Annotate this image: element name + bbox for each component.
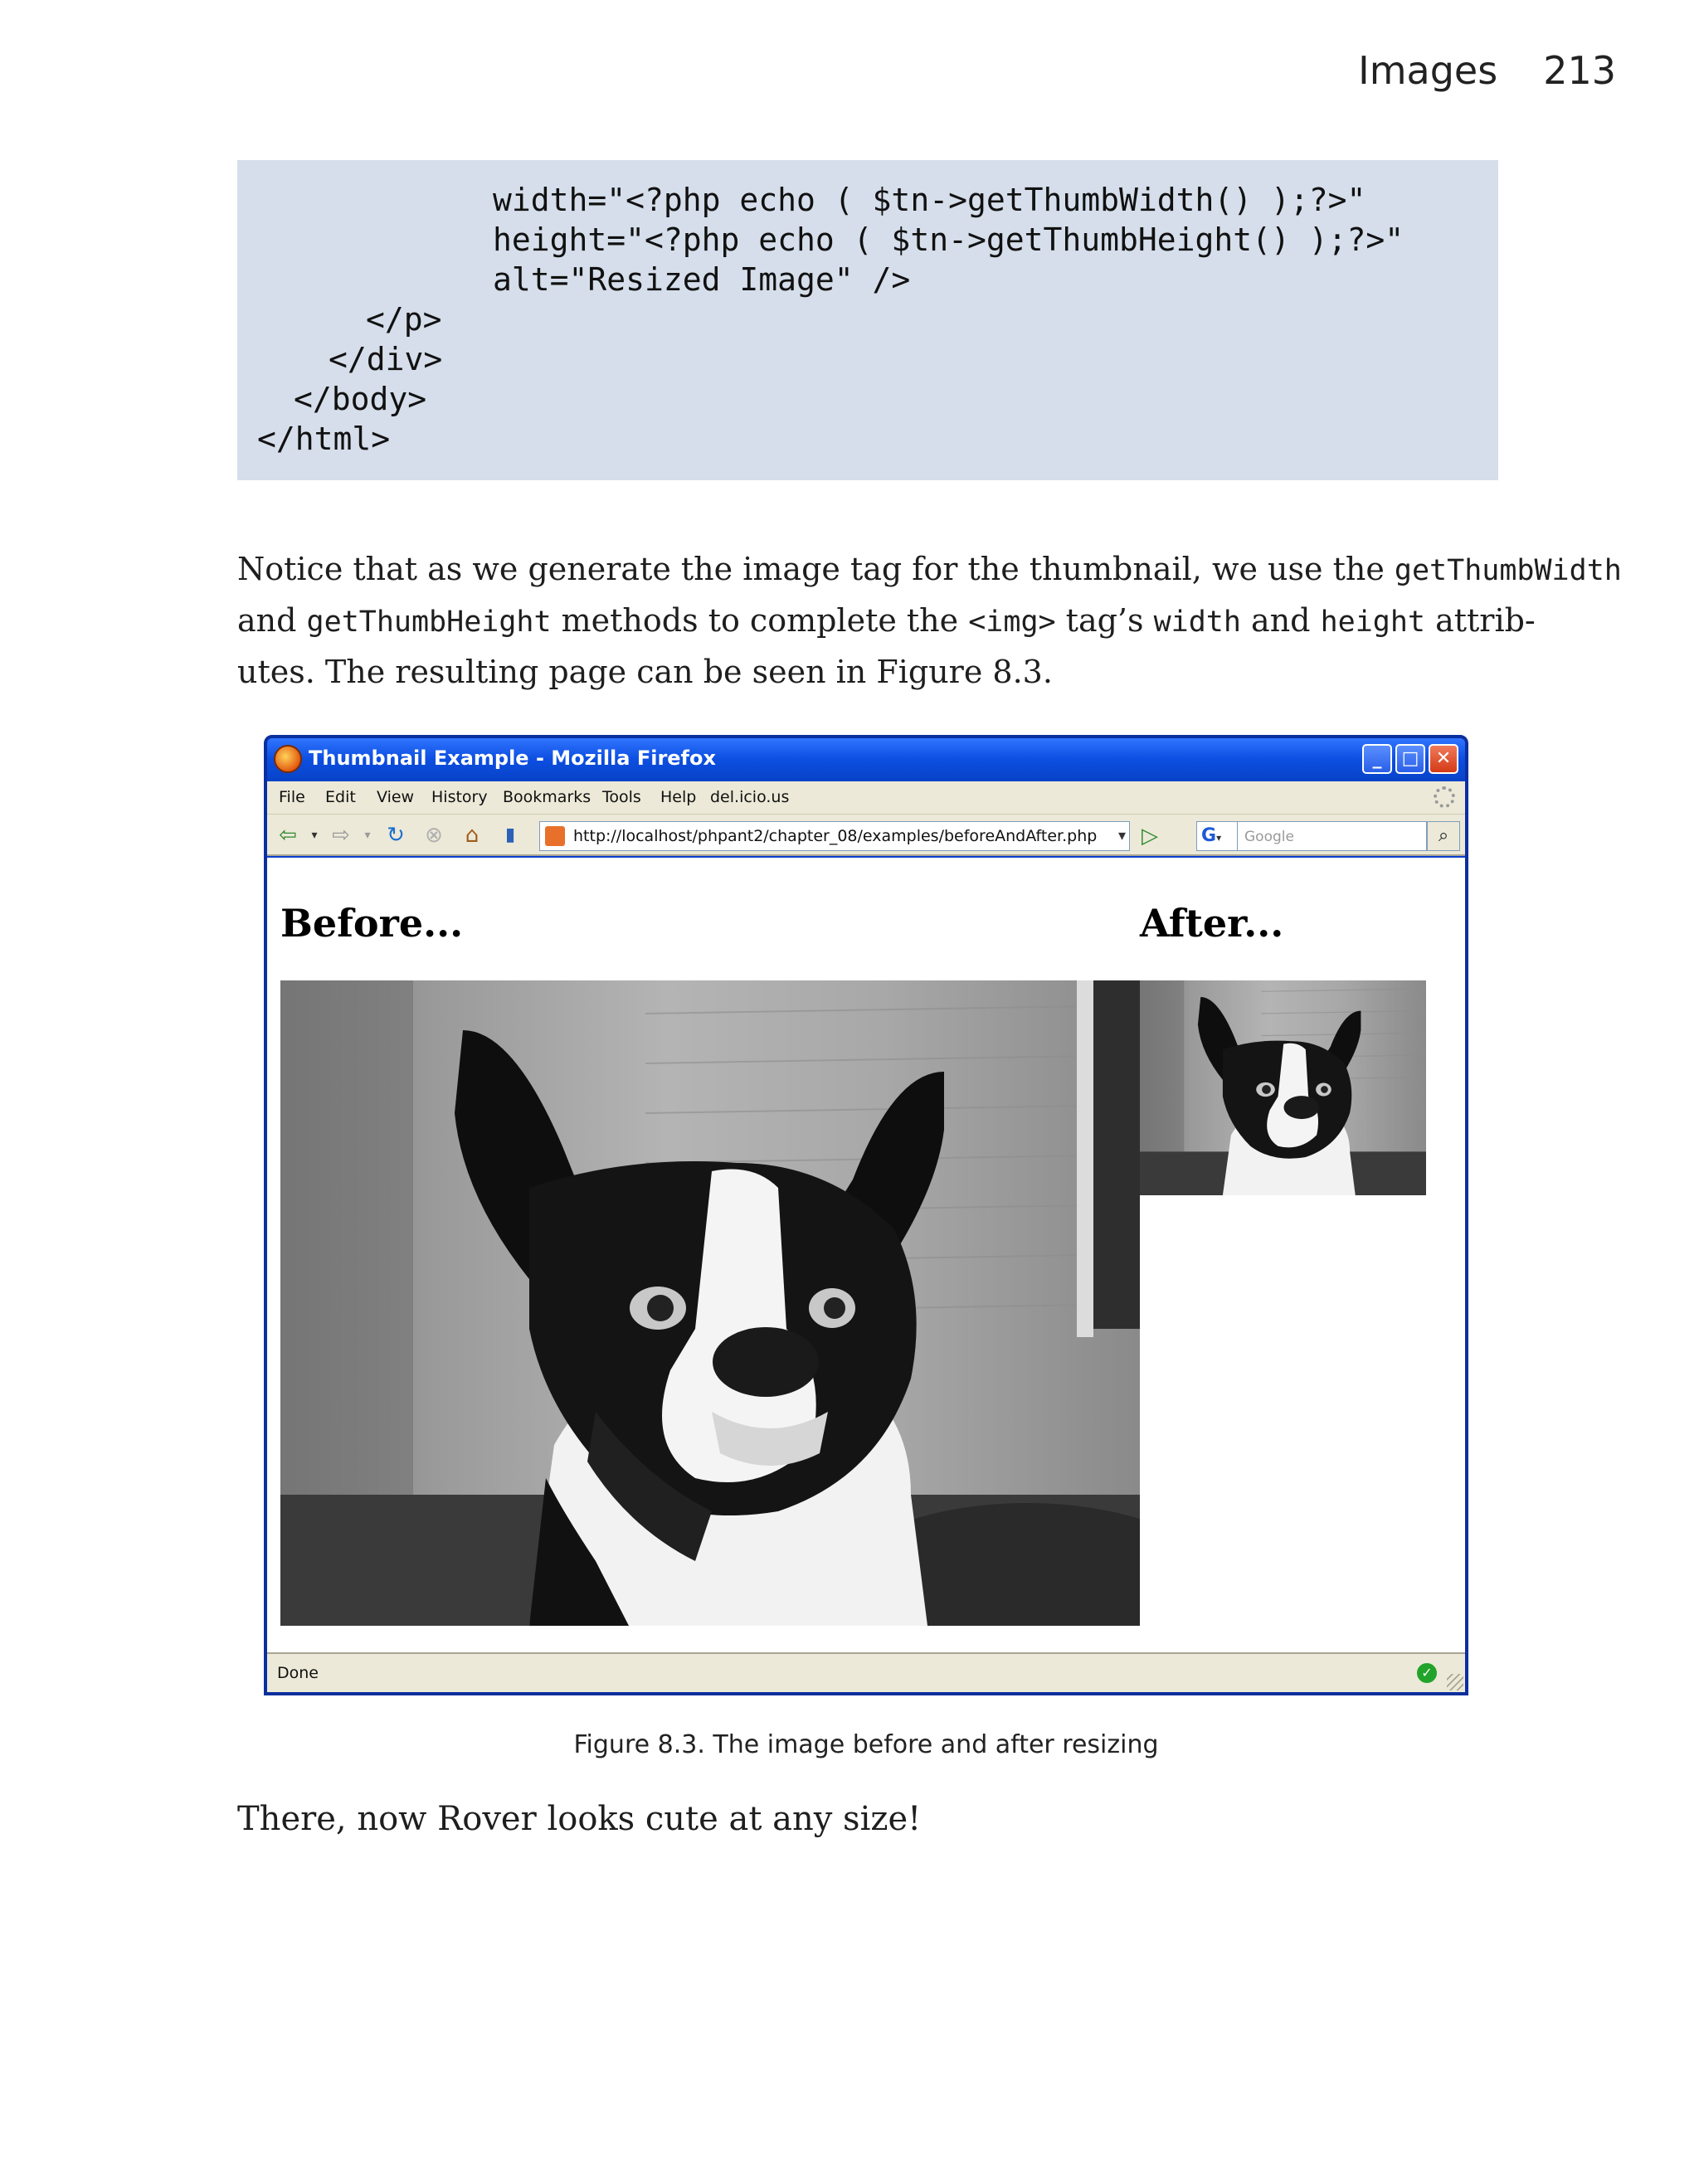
minimize-button[interactable]: _	[1362, 744, 1392, 774]
close-button[interactable]: ✕	[1429, 744, 1458, 774]
magnifier-icon[interactable]: ⌕	[1427, 821, 1460, 851]
search-placeholder: Google	[1244, 829, 1294, 845]
bookmark-icon[interactable]: ▮	[504, 824, 516, 845]
window-title: Thumbnail Example - Mozilla Firefox	[309, 747, 716, 770]
paragraph-line: utes. The resulting page can be seen in Figure 8.3.	[237, 654, 1053, 690]
forward-history-dropdown-icon[interactable]: ▾	[364, 829, 371, 842]
after-photo	[1140, 980, 1426, 1195]
menu-delicious[interactable]: del.icio.us	[710, 788, 790, 806]
search-engine-dropdown-icon: ▾	[1216, 832, 1222, 844]
menu-file[interactable]: File	[279, 788, 305, 806]
menu-bar	[267, 781, 1465, 815]
inline-code: <img>	[968, 606, 1056, 639]
inline-code: height	[1320, 606, 1426, 639]
inline-code: getThumbHeight	[306, 606, 552, 639]
inline-code: getThumbWidth	[1394, 554, 1622, 587]
throbber-icon	[1434, 786, 1455, 808]
status-text: Done	[277, 1664, 319, 1682]
forward-arrow-icon[interactable]: ⇨	[332, 823, 350, 848]
search-input[interactable]	[1238, 821, 1427, 851]
url-dropdown-icon[interactable]: ▾	[1117, 827, 1126, 844]
before-heading: Before...	[280, 901, 464, 946]
code-block	[237, 160, 1498, 480]
menu-history[interactable]: History	[431, 788, 488, 806]
page-number: 213	[1543, 48, 1616, 93]
body-paragraph	[237, 544, 1622, 697]
firefox-logo-icon	[274, 745, 302, 773]
code-line: </div>	[329, 341, 443, 377]
dog-photo-thumbnail	[1140, 980, 1426, 1195]
menu-bookmarks[interactable]: Bookmarks	[503, 788, 591, 806]
go-icon[interactable]: ▷	[1142, 824, 1158, 849]
page-content	[267, 858, 1465, 1656]
navigation-toolbar	[267, 815, 1465, 856]
code-line: height="<?php echo ( $tn->getThumbHeight() );?>"	[493, 221, 1404, 258]
home-icon[interactable]: ⌂	[465, 823, 480, 848]
dog-photo-large	[280, 980, 1140, 1626]
browser-window	[264, 735, 1468, 1695]
reload-icon[interactable]: ↻	[387, 823, 405, 848]
resize-grip[interactable]	[1447, 1674, 1463, 1690]
code-line: alt="Resized Image" />	[493, 261, 911, 298]
maximize-button[interactable]: □	[1395, 744, 1425, 774]
code-line: </body>	[294, 381, 427, 417]
code-line: width="<?php echo ( $tn->getThumbWidth() );?>"	[493, 182, 1366, 218]
code-line: </p>	[366, 301, 442, 338]
paragraph-line: Notice that as we generate the image tag for the thumbnail, we use the getThumbWidth	[237, 551, 1622, 587]
menu-view[interactable]: View	[377, 788, 415, 806]
after-heading: After...	[1140, 901, 1284, 946]
back-history-dropdown-icon[interactable]: ▾	[311, 829, 318, 842]
running-head	[1358, 48, 1616, 93]
search-engine-selector[interactable]	[1196, 821, 1238, 851]
figure-caption: Figure 8.3. The image before and after resizing	[573, 1730, 1159, 1759]
menu-tools[interactable]: Tools	[602, 788, 641, 806]
menu-help[interactable]: Help	[660, 788, 697, 806]
section-title: Images	[1358, 48, 1498, 93]
status-bar	[267, 1652, 1465, 1692]
closing-paragraph: There, now Rover looks cute at any size!	[237, 1800, 922, 1838]
inline-code: width	[1153, 606, 1241, 639]
title-bar[interactable]	[267, 738, 1465, 781]
url-text: http://localhost/phpant2/chapter_08/examples/beforeAndAfter.php	[573, 827, 1098, 845]
paragraph-line: and getThumbHeight methods to complete the <img> tag’s width and height attrib-	[237, 602, 1536, 639]
check-icon: ✓	[1417, 1663, 1437, 1683]
before-photo	[280, 980, 1140, 1626]
google-icon: G	[1201, 825, 1217, 846]
url-bar[interactable]	[539, 821, 1130, 851]
stop-icon[interactable]: ⊗	[425, 823, 443, 848]
menu-edit[interactable]: Edit	[325, 788, 356, 806]
back-arrow-icon[interactable]: ⇦	[279, 823, 297, 848]
code-line: </html>	[257, 421, 391, 457]
site-favicon-icon	[545, 826, 565, 846]
